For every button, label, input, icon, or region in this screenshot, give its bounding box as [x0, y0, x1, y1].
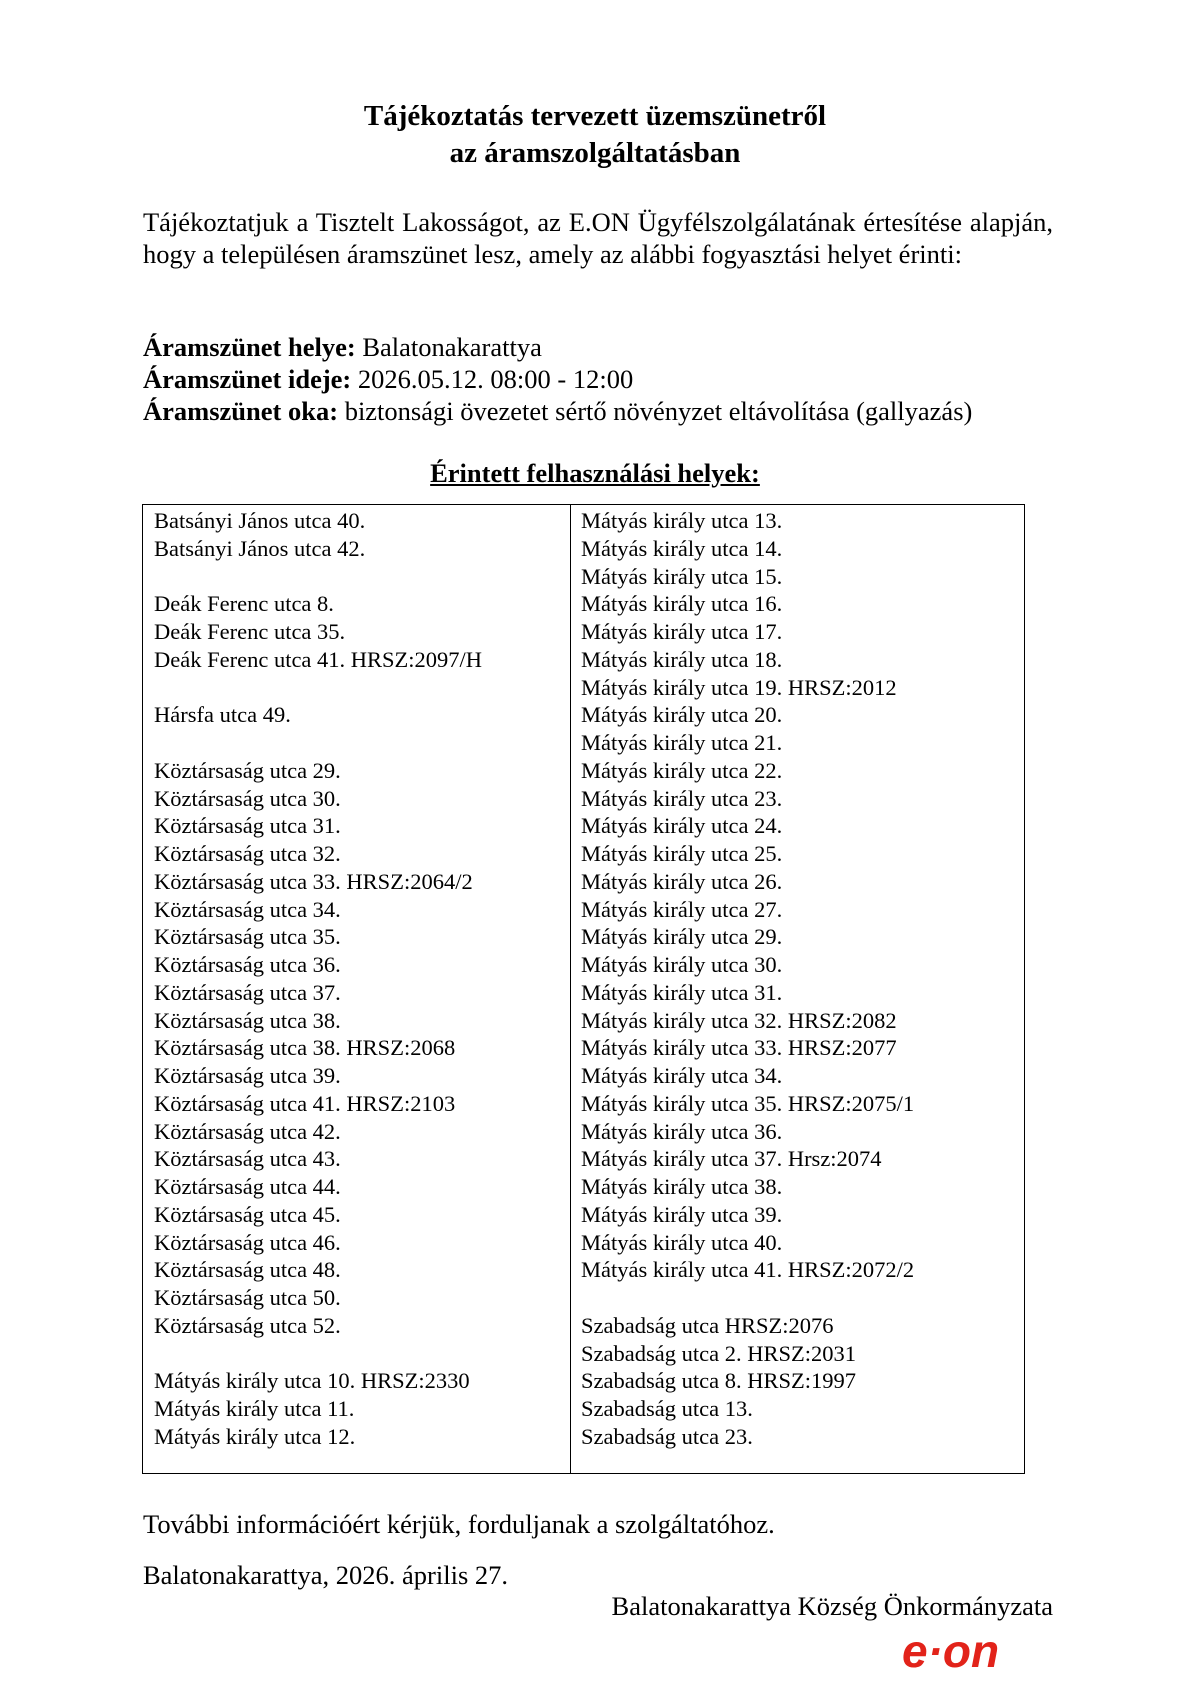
address-entry: Mátyás király utca 31. — [581, 979, 783, 1005]
address-entry: Köztársaság utca 38. — [154, 1007, 341, 1033]
address-entry: Mátyás király utca 23. — [581, 785, 783, 811]
address-entry: Hársfa utca 49. — [154, 702, 291, 728]
address-entry: Köztársaság utca 38. HRSZ:2068 — [154, 1035, 456, 1061]
footer-info: További információért kérjük, forduljanak a szolgáltatóhoz. — [143, 1509, 775, 1539]
location-value: Balatonakarattya — [362, 332, 542, 362]
address-entry: Köztársaság utca 50. — [154, 1285, 341, 1310]
address-entry: Mátyás király utca 32. HRSZ:2082 — [581, 1007, 897, 1033]
address-entry: Mátyás király utca 26. — [581, 868, 783, 894]
signature: Balatonakarattya Község Önkormányzata — [611, 1591, 1053, 1621]
title-line-1: Tájékoztatás tervezett üzemszünetről — [363, 100, 827, 132]
address-entry: Batsányi János utca 42. — [154, 535, 366, 561]
location-row — [143, 331, 1063, 363]
address-entry: Mátyás király utca 22. — [581, 757, 783, 783]
address-entry: Mátyás király utca 29. — [581, 924, 783, 950]
address-entry: Köztársaság utca 34. — [154, 896, 341, 922]
address-entry: Deák Ferenc utca 8. — [154, 591, 334, 617]
address-entry: Deák Ferenc utca 35. — [154, 619, 346, 644]
address-entry: Mátyás király utca 38. — [581, 1174, 783, 1199]
address-entry: Mátyás király utca 41. HRSZ:2072/2 — [581, 1257, 915, 1283]
address-entry: Mátyás király utca 21. — [581, 730, 783, 755]
address-entry: Köztársaság utca 35. — [154, 924, 341, 950]
address-entry: Köztársaság utca 29. — [154, 757, 341, 783]
left-column — [154, 507, 564, 1451]
reason-row — [143, 395, 1063, 427]
address-entry: Mátyás király utca 39. — [581, 1201, 783, 1227]
reason-label: Áramszünet oka: — [143, 396, 339, 426]
address-entry: Szabadság utca 2. HRSZ:2031 — [581, 1340, 856, 1366]
column-divider — [570, 505, 571, 1473]
address-entry: Szabadság utca HRSZ:2076 — [581, 1312, 834, 1338]
document-title — [0, 98, 1190, 172]
outage-info — [143, 331, 1063, 427]
spacer — [581, 1284, 1021, 1312]
address-entry: Köztársaság utca 30. — [154, 785, 341, 811]
address-entry: Mátyás király utca 11. — [154, 1396, 355, 1421]
address-entry: Mátyás király utca 34. — [581, 1063, 783, 1088]
address-entry: Mátyás király utca 15. — [581, 563, 783, 589]
eon-logo — [902, 1627, 1042, 1675]
address-entry: Mátyás király utca 36. — [581, 1118, 783, 1144]
address-entry: Szabadság utca 8. HRSZ:1997 — [581, 1368, 856, 1394]
address-entry: Mátyás király utca 20. — [581, 702, 783, 728]
address-entry: Köztársaság utca 37. — [154, 979, 341, 1005]
address-entry: Köztársaság utca 44. — [154, 1174, 341, 1199]
address-entry: Köztársaság utca 32. — [154, 841, 341, 866]
spacer — [154, 674, 564, 702]
address-entry: Mátyás király utca 19. HRSZ:2012 — [581, 674, 897, 700]
address-entry: Szabadság utca 13. — [581, 1396, 753, 1421]
time-row — [143, 363, 1063, 395]
address-entry: Mátyás király utca 16. — [581, 591, 783, 617]
place-date: Balatonakarattya, 2026. április 27. — [143, 1560, 509, 1590]
spacer — [154, 563, 564, 591]
spacer — [154, 1340, 564, 1368]
address-entry: Köztársaság utca 52. — [154, 1312, 341, 1338]
affected-locations-table — [142, 504, 1025, 1474]
address-entry: Köztársaság utca 48. — [154, 1257, 341, 1283]
address-entry: Köztársaság utca 46. — [154, 1229, 341, 1255]
address-entry: Mátyás király utca 14. — [581, 535, 783, 561]
address-entry: Mátyás király utca 25. — [581, 841, 783, 866]
location-label: Áramszünet helye: — [143, 332, 356, 362]
address-entry: Köztársaság utca 42. — [154, 1118, 341, 1144]
address-entry: Mátyás király utca 10. HRSZ:2330 — [154, 1368, 470, 1394]
intro-paragraph: Tájékoztatjuk a Tisztelt Lakosságot, az E.ON Ügyfélszolgálatának értesítése alapján, hogy a településen áramszünet lesz, amely az alábbi fogyasztási helyet érinti: — [143, 207, 1053, 269]
reason-value: biztonsági övezetet sértő növényzet eltávolítása (gallyazás) — [344, 396, 973, 426]
address-entry: Köztársaság utca 39. — [154, 1063, 341, 1088]
address-entry: Szabadság utca 23. — [581, 1423, 753, 1449]
table-heading: Érintett felhasználási helyek: — [430, 458, 760, 488]
address-entry: Deák Ferenc utca 41. HRSZ:2097/H — [154, 646, 483, 672]
address-entry: Köztársaság utca 43. — [154, 1146, 341, 1172]
address-entry: Mátyás király utca 13. — [581, 508, 783, 533]
address-entry: Köztársaság utca 41. HRSZ:2103 — [154, 1090, 456, 1116]
address-entry: Mátyás király utca 33. HRSZ:2077 — [581, 1035, 897, 1061]
address-entry: Batsányi János utca 40. — [154, 508, 366, 533]
address-entry: Mátyás király utca 30. — [581, 952, 783, 977]
address-entry: Köztársaság utca 45. — [154, 1201, 341, 1227]
address-entry: Mátyás király utca 35. HRSZ:2075/1 — [581, 1090, 915, 1116]
address-entry: Köztársaság utca 36. — [154, 952, 341, 977]
eon-logo-text: e·on — [902, 1627, 1000, 1675]
address-entry: Mátyás király utca 37. Hrsz:2074 — [581, 1146, 882, 1172]
address-entry: Mátyás király utca 24. — [581, 813, 783, 839]
address-entry: Mátyás király utca 12. — [154, 1423, 356, 1449]
address-entry: Mátyás király utca 27. — [581, 896, 783, 922]
address-entry: Köztársaság utca 33. HRSZ:2064/2 — [154, 868, 473, 894]
right-column — [581, 507, 1021, 1451]
spacer — [154, 729, 564, 757]
address-entry: Mátyás király utca 18. — [581, 646, 783, 672]
address-entry: Köztársaság utca 31. — [154, 813, 341, 839]
time-label: Áramszünet ideje: — [143, 364, 352, 394]
address-entry: Mátyás király utca 40. — [581, 1229, 783, 1255]
title-line-2: az áramszolgáltatásban — [449, 137, 741, 169]
address-entry: Mátyás király utca 17. — [581, 619, 783, 644]
time-value: 2026.05.12. 08:00 - 12:00 — [357, 364, 634, 394]
